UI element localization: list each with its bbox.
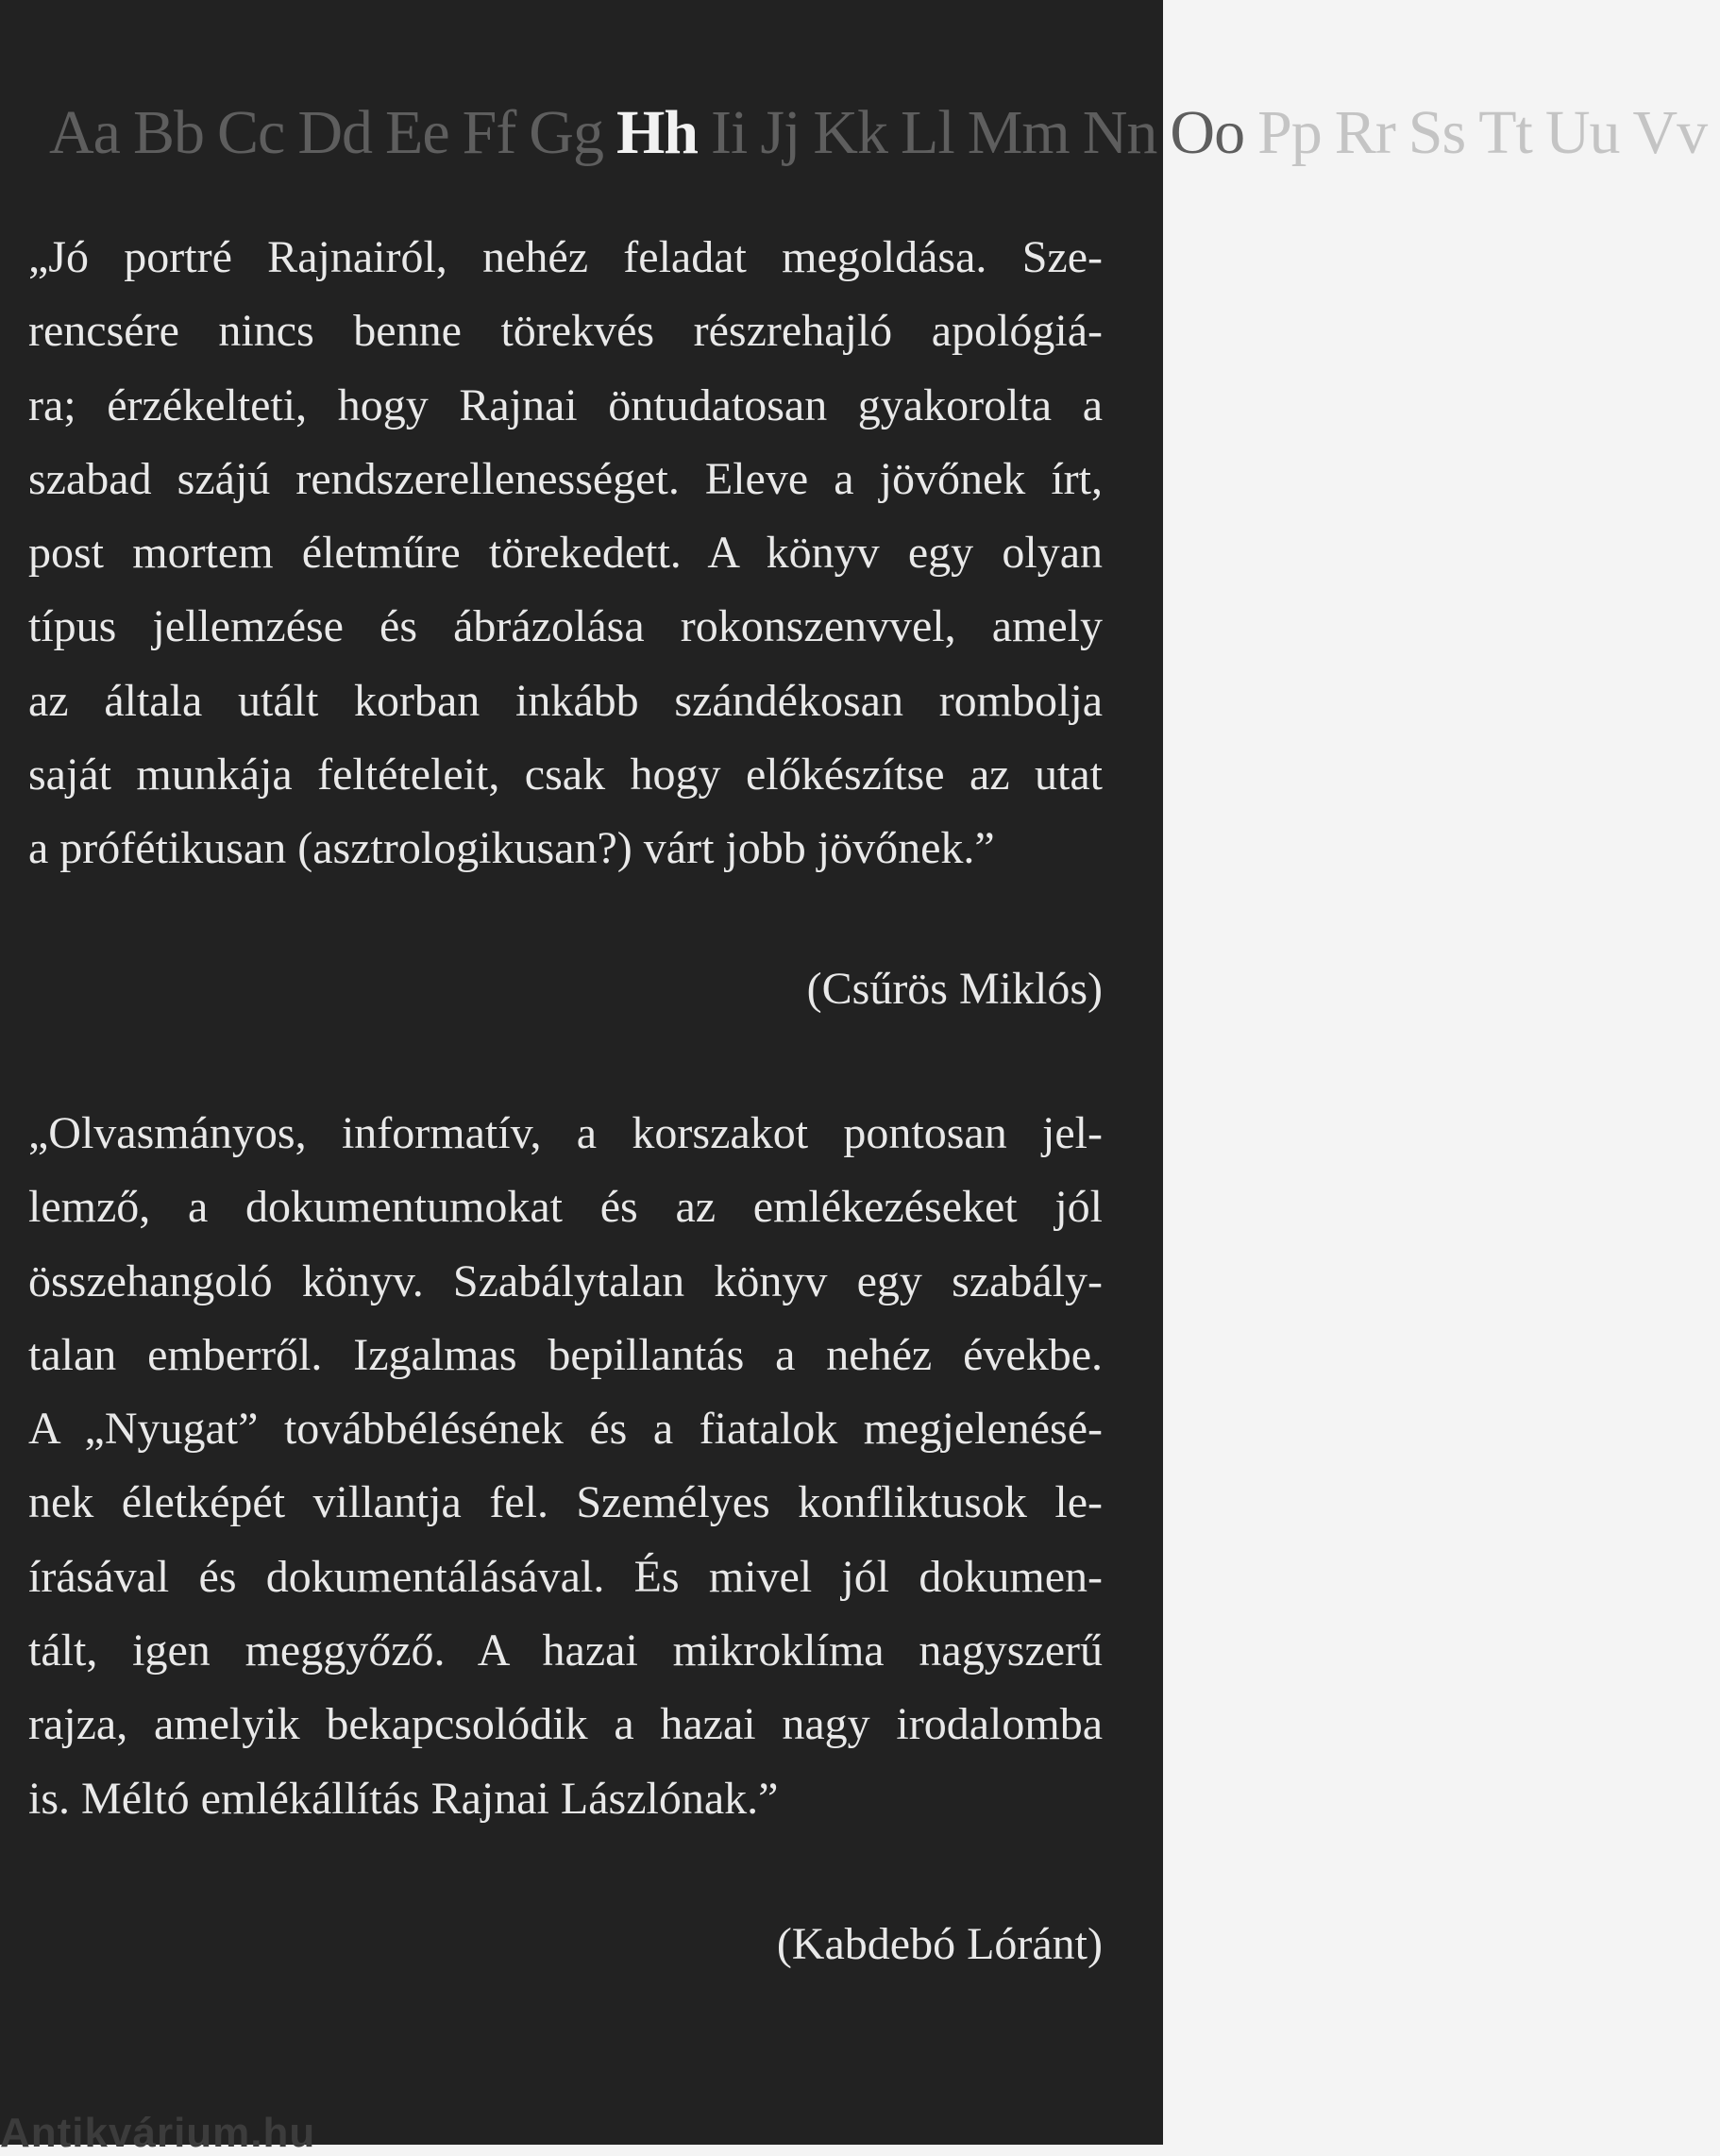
alphabet-letter: Vv (1632, 98, 1708, 167)
attribution-kabdebo: (Kabdebó Lóránt) (776, 1919, 1103, 1969)
quote-line: összehangoló könyv. Szabálytalan könyv egy szabály- (28, 1255, 1103, 1306)
quote-line: szabad szájú rendszerellenességet. Eleve a jövőnek írt, (28, 453, 1103, 504)
alphabet-letter: Cc (217, 98, 285, 167)
quote-line: talan emberről. Izgalmas bepillantás a nehéz évekbe. (28, 1329, 1103, 1380)
alphabet-letter: Rr (1334, 98, 1395, 167)
quote-line: ra; érzékelteti, hogy Rajnai öntudatosan gyakorolta a (28, 379, 1103, 430)
alphabet-letter: Ss (1408, 98, 1466, 167)
alphabet-letter: Ee (385, 98, 449, 167)
quote-line: rencsére nincs benne törekvés részrehajló apológiá- (28, 306, 1103, 357)
alphabet-letter: Gg (529, 98, 603, 167)
quote-line: tált, igen meggyőző. A hazai mikroklíma nagyszerű (28, 1625, 1103, 1676)
alphabet-letter: Uu (1544, 98, 1620, 167)
alphabet-letter: Ff (462, 98, 516, 167)
alphabet-letter: Pp (1257, 98, 1322, 167)
quote-csuros (28, 221, 1103, 886)
alphabet-letter: Dd (297, 98, 372, 167)
alphabet-letter: Oo (1170, 98, 1245, 167)
alphabet-letter: Aa (49, 98, 120, 167)
quote-line: a prófétikusan (asztrologikusan?) várt jobb jövőnek.” (28, 823, 995, 874)
watermark-text: Antikvárium.hu (0, 2110, 316, 2156)
alphabet-letter: Bb (132, 98, 204, 167)
quote-line: post mortem életműre törekedett. A könyv egy olyan (28, 528, 1103, 579)
alphabet-letter: Ll (901, 98, 954, 167)
alphabet-letter: Hh (615, 98, 699, 167)
quote-line: nek életképét villantja fel. Személyes konfliktusok le- (28, 1477, 1103, 1528)
quote-line: típus jellemzése és ábrázolása rokonszenvvel, amely (28, 601, 1103, 652)
alphabet-letter: Ii (711, 98, 748, 167)
alphabet-strip (49, 91, 1708, 176)
quote-line: „Jó portré Rajnairól, nehéz feladat megoldása. Sze- (28, 232, 1103, 282)
quote-line: lemző, a dokumentumokat és az emlékezéseket jól (28, 1182, 1103, 1233)
alphabet-letter: Tt (1478, 98, 1532, 167)
attribution-csuros: (Csűrös Miklós) (806, 964, 1103, 1014)
quote-line: írásával és dokumentálásával. És mivel jól dokumen- (28, 1551, 1103, 1602)
alphabet-letter: Jj (760, 98, 801, 167)
alphabet-letter: Nn (1082, 98, 1157, 167)
quote-line: rajza, amelyik bekapcsolódik a hazai nagy irodalomba (28, 1699, 1103, 1750)
quote-line: „Olvasmányos, informatív, a korszakot pontosan jel- (28, 1108, 1103, 1158)
alphabet-letter: Kk (813, 98, 888, 167)
quote-line: az általa utált korban inkább szándékosan rombolja (28, 675, 1103, 726)
alphabet-letter: Mm (967, 98, 1070, 167)
quote-line: is. Méltó emlékállítás Rajnai Lászlónak.” (28, 1773, 779, 1824)
quote-kabdebo (28, 1097, 1103, 1836)
quote-line: A „Nyugat” továbbélésének és a fiatalok megjelenésé- (28, 1404, 1103, 1455)
quote-line: saját munkája feltételeit, csak hogy előkészítse az utat (28, 750, 1103, 800)
